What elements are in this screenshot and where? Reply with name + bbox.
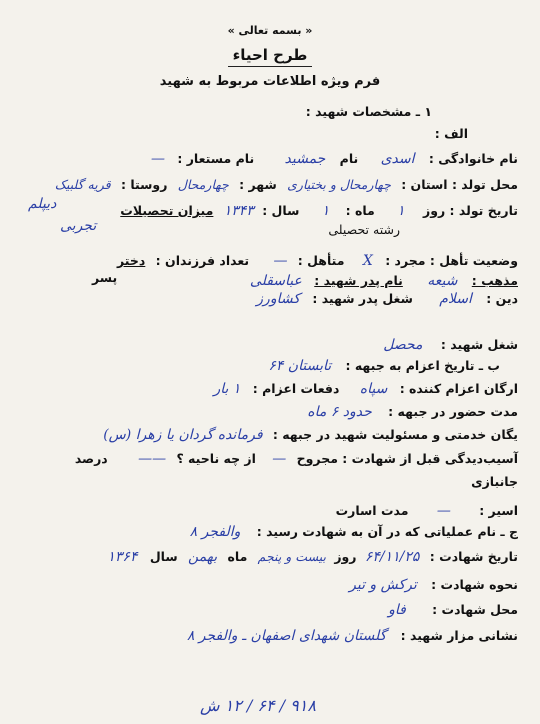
father-name-label: نام پدر شهید : [314, 273, 403, 288]
birth-province-value: چهارمحال و بختیاری [287, 177, 391, 192]
martyr-year-value: ۱۳۶۴ [107, 549, 138, 565]
archive-number: ۹۱۸ / ۶۴ / ۱۲ ش [200, 696, 316, 715]
captivity-label: اسیر : [479, 503, 518, 518]
birth-year-label: سال : [262, 203, 300, 218]
martyr-job-value: محصل [383, 337, 423, 353]
dispatch-org-value: سپاه [359, 381, 388, 397]
weekday-value: بیست و پنجم [257, 549, 326, 564]
religion-row [250, 273, 518, 289]
family-name-label: نام خانوادگی : [428, 151, 518, 166]
martyr-place-value: فاو [388, 602, 406, 618]
injury-row: آسیب‌دیدگی قبل از شهادت : مجروح — از چه ناحیه ؟ —— درصد [74, 451, 518, 467]
village-value: قریه گلبیک [54, 177, 111, 192]
family-name-row: نام خانوادگی : اسدی نام جمشید نام مستعار : — [151, 151, 518, 167]
single-mark: X [362, 253, 373, 269]
captivity-duration-label: مدت اسارت [335, 503, 409, 518]
martyr-place-row [388, 602, 518, 618]
front-duration-label: مدت حضور در جبهه : [388, 404, 518, 419]
unit-value: فرمانده گردان یا زهرا (س) [103, 427, 263, 443]
disability-label: جانبازی [471, 474, 518, 489]
operation-label: ج ـ نام عملیاتی که در آن به شهادت رسید : [256, 524, 518, 539]
martyr-date-row [107, 549, 518, 565]
birth-place-row [55, 177, 518, 192]
education-label: میزان تحصیلات [120, 203, 214, 218]
birth-month-value: ۱ [321, 203, 330, 219]
city-label: شهر : [239, 177, 277, 192]
dispatch-count-value: ۱ بار [213, 381, 241, 397]
part-alef: الف : [434, 126, 468, 141]
form-subtitle: فرم ویژه اطلاعات مربوط به شهید [159, 74, 381, 89]
weekday-label: روز [334, 549, 357, 564]
birth-date-row [120, 203, 518, 219]
dispatch-date-row [268, 358, 500, 374]
unit-row [103, 427, 518, 443]
manner-label: نحوه شهادت : [431, 577, 518, 592]
form-title: طرح احیاء [232, 46, 308, 64]
grave-row [187, 628, 518, 644]
unit-label: یگان خدمتی و مسئولیت شهید در جبهه : [272, 427, 518, 442]
injury-where-label: از چه ناحیه ؟ [176, 451, 256, 466]
martyr-date-value: ۶۴/۱۱/۲۵ [364, 549, 420, 565]
birth-place-label: محل تولد : استان : [401, 177, 518, 192]
martyr-month-label: ماه [227, 549, 248, 564]
father-job-value: کشاورز [256, 291, 300, 307]
married-label: متأهل : [297, 253, 345, 268]
martyr-month-value: بهمن [188, 549, 218, 565]
religion-value: شیعه [427, 273, 458, 289]
manner-value: ترکش و تیر [349, 577, 417, 593]
major-row [328, 222, 400, 237]
section-heading: ۱ ـ مشخصات شهید : [305, 104, 432, 119]
grave-value: گلستان شهدای اصفهان ـ والفجر ۸ [186, 628, 387, 644]
martyr-place-label: محل شهادت : [432, 602, 518, 617]
injury-label: آسیب‌دیدگی قبل از شهادت : مجروح [296, 451, 518, 466]
operation-row [190, 524, 518, 540]
bismillah: « بسمه تعالی » [227, 24, 313, 37]
front-duration-row [307, 404, 518, 420]
captivity-row: اسیر : — مدت اسارت [335, 503, 518, 519]
grave-label: نشانی مزار شهید : [400, 628, 518, 643]
percent-label: درصد [74, 451, 108, 466]
operation-value: والفجر ۸ [189, 524, 241, 540]
dispatch-date-label: ب ـ تاریخ اعزام به جبهه : [345, 358, 500, 373]
son-label: پسر [92, 270, 118, 285]
dispatch-org-label: ارگان اعزام کننده : [399, 381, 518, 396]
marital-label: وضعیت تأهل : مجرد : [385, 253, 518, 268]
martyr-year-label: سال [149, 549, 178, 564]
faith-value: اسلام [439, 291, 472, 307]
dispatch-org-row [213, 381, 518, 397]
birth-month-label: ماه : [345, 203, 375, 218]
family-name-value: اسدی [380, 151, 415, 167]
religion-label: مذهب : [471, 273, 518, 288]
marital-row: وضعیت تأهل : مجرد : X متأهل : — تعداد فرزندان : دختر [117, 253, 518, 269]
city-value: چهارمحال [177, 177, 229, 192]
daughter-label: دختر [117, 253, 146, 268]
title-underline [228, 66, 312, 67]
dispatch-count-label: دفعات اعزام : [252, 381, 340, 396]
dispatch-date-value: تابستان ۶۴ [268, 358, 332, 374]
martyr-date-label: تاریخ شهادت : [429, 549, 518, 564]
birth-year-value: ۱۳۴۳ [223, 203, 254, 219]
children-label: تعداد فرزندان : [155, 253, 250, 268]
manner-row [349, 577, 518, 593]
major-value: تجربی [60, 218, 97, 234]
faith-row [256, 291, 518, 307]
village-label: روستا : [120, 177, 168, 192]
major-label: رشته تحصیلی [328, 222, 400, 237]
alias-label: نام مستعار : [177, 151, 255, 166]
martyr-job-row [383, 337, 518, 353]
front-duration-value: حدود ۶ ماه [307, 404, 372, 420]
father-job-label: شغل پدر شهید : [312, 291, 413, 306]
birth-day-value: ۱ [397, 203, 405, 219]
martyr-job-label: شغل شهید : [440, 337, 518, 352]
father-name-value: عباسقلی [249, 273, 302, 289]
first-name-value: جمشید [284, 151, 326, 167]
birth-date-label: تاریخ تولد : روز [423, 203, 518, 218]
education-value: دیپلم [28, 196, 57, 212]
first-name-label: نام [339, 151, 359, 166]
faith-label: دین : [486, 291, 518, 306]
